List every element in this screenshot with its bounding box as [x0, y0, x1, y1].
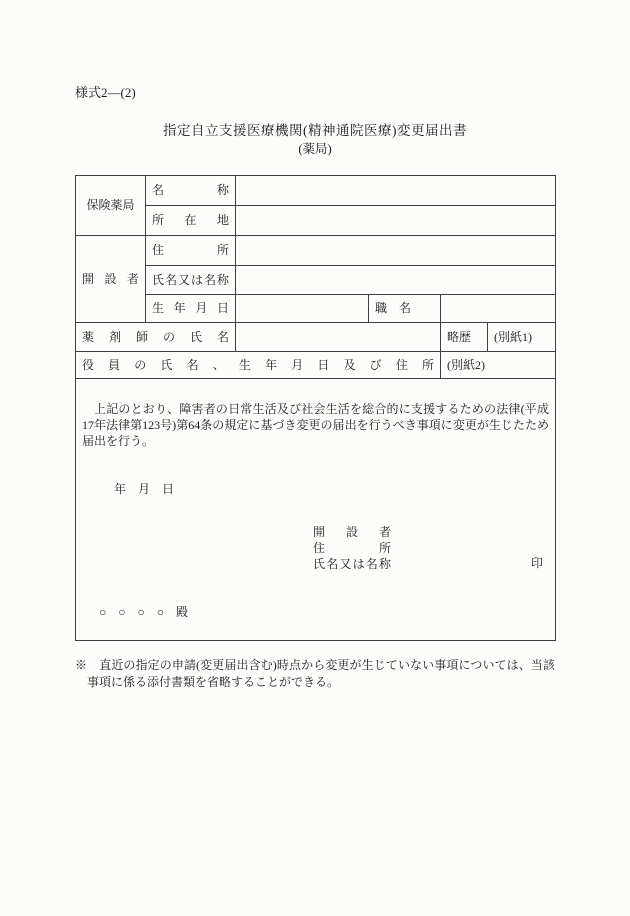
birthdate-label: 生年月日 — [146, 295, 236, 323]
birthdate-input-cell — [236, 295, 369, 323]
signature-area — [82, 524, 549, 572]
founder-address-input-cell — [236, 236, 556, 266]
attachment2-ref: (別紙2) — [441, 352, 556, 379]
declaration-text: 上記のとおり、障害者の日常生活及び社会生活を総合的に支援するための法律(平成17年法律第123号)第64条の規定に基づき変更の届出を行うべき事項に変更が生じたため届出を行う。 — [82, 401, 549, 448]
form-title: 指定自立支援医療機関(精神通院医療)変更届出書 — [163, 123, 467, 138]
form-number: 様式2―(2) — [75, 85, 136, 100]
pharmacy-location-input-cell — [236, 206, 556, 236]
pharmacy-name-input-cell — [236, 176, 556, 206]
founder-name-input-cell — [236, 266, 556, 295]
resume-label: 略歴 — [441, 323, 488, 352]
officers-label: 役員の氏名、生年月日及び住所 — [76, 352, 441, 379]
footnote: ※ 直近の指定の申請(変更届出含む)時点から変更が生じていない事項については、当該事項に係る添付書類を省略することができる。 — [75, 658, 555, 689]
pharmacy-location-label: 所在地 — [146, 206, 236, 236]
form-subtitle: (薬局) — [298, 142, 332, 156]
pharmacy-name-label: 名称 — [146, 176, 236, 206]
attachment1-ref: (別紙1) — [488, 323, 556, 352]
seal-mark: 印 — [530, 555, 543, 570]
founder-address-label: 住所 — [146, 236, 236, 266]
notification-table — [75, 175, 556, 641]
signer-block — [313, 524, 391, 572]
signer-address-label: 住所 — [313, 540, 391, 555]
pharmacy-group-label: 保険薬局 — [76, 176, 146, 236]
pharmacist-name-label: 薬剤師の氏名 — [76, 323, 236, 352]
declaration-cell — [76, 379, 556, 641]
signer-title: 開設者 — [313, 524, 391, 539]
founder-name-label: 氏名又は名称 — [146, 266, 236, 295]
signer-name-label: 氏名又は名称 — [313, 556, 391, 571]
job-title-input-cell — [441, 295, 556, 323]
founder-group-label: 開設者 — [76, 236, 146, 323]
pharmacist-name-input-cell — [236, 323, 441, 352]
addressee-line: ○ ○ ○ ○ 殿 — [99, 604, 188, 619]
date-line: 年 月 日 — [114, 481, 175, 496]
job-title-label: 職 名 — [369, 295, 441, 323]
